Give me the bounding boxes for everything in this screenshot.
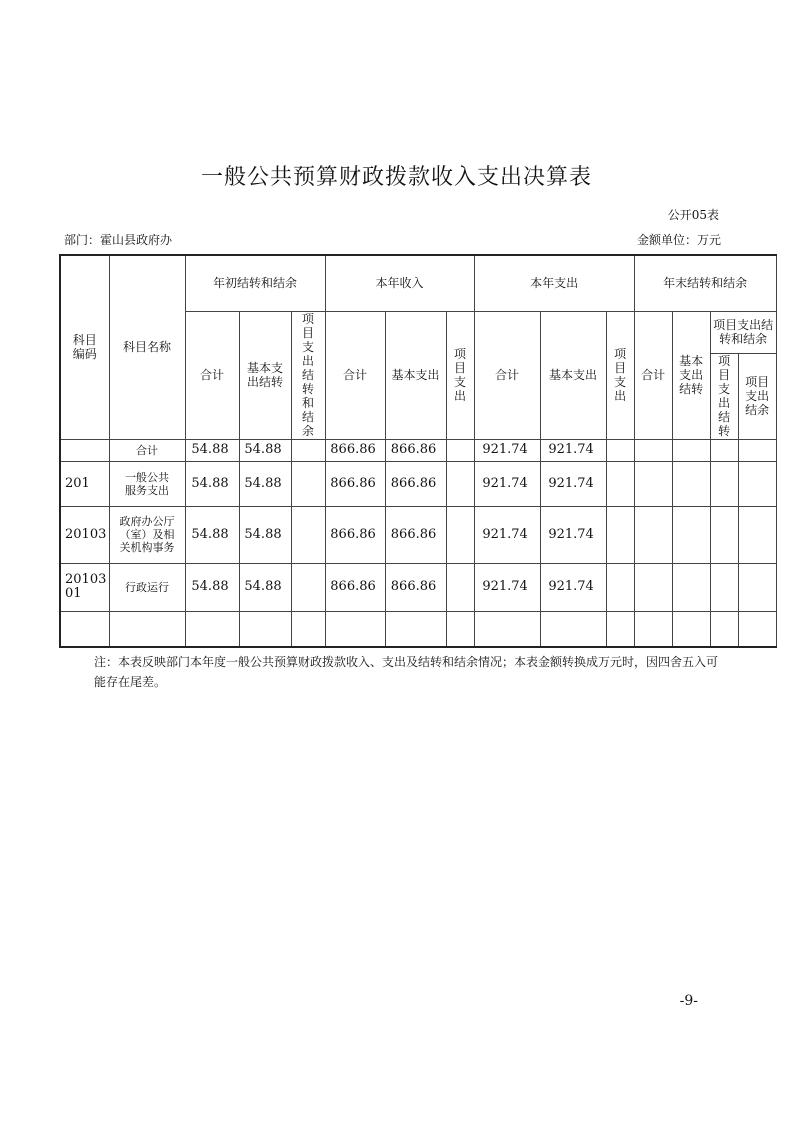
table-row: 2010301 行政运行 54.88 54.88 866.86 866.86 921.74 921.74 bbox=[60, 563, 776, 611]
page-number: -9- bbox=[679, 993, 698, 1009]
header-group-end: 年末结转和结余 bbox=[634, 255, 776, 311]
header-expense-proj: 项目支出 bbox=[606, 311, 634, 439]
header-name: 科目名称 bbox=[109, 255, 185, 439]
budget-table bbox=[59, 254, 777, 648]
table-row-empty bbox=[60, 611, 776, 647]
header-group-expense: 本年支出 bbox=[474, 255, 634, 311]
header-end-basic: 基本支出结转 bbox=[672, 311, 710, 439]
header-group-income: 本年收入 bbox=[325, 255, 474, 311]
header-end-proj-balance: 项目支出结余 bbox=[738, 353, 776, 439]
header-income-proj: 项目支出 bbox=[446, 311, 474, 439]
header-end-proj-carry: 项目支出结转 bbox=[710, 353, 738, 439]
header-expense-basic: 基本支出 bbox=[540, 311, 606, 439]
header-income-total: 合计 bbox=[325, 311, 385, 439]
table-row: 合计 54.88 54.88 866.86 866.86 921.74 921.74 bbox=[60, 439, 776, 461]
header-group-begin: 年初结转和结余 bbox=[185, 255, 325, 311]
department-label: 部门：霍山县政府办 bbox=[64, 233, 173, 247]
header-income-basic: 基本支出 bbox=[385, 311, 446, 439]
header-begin-proj: 项目支出结转和结余 bbox=[291, 311, 325, 439]
table-row: 201 一般公共服务支出 54.88 54.88 866.86 866.86 921.74 921.74 bbox=[60, 461, 776, 506]
header-code: 科目编码 bbox=[60, 255, 109, 439]
header-end-proj-group: 项目支出结转和结余 bbox=[710, 311, 776, 353]
header-begin-total: 合计 bbox=[185, 311, 239, 439]
header-end-total: 合计 bbox=[634, 311, 672, 439]
table-note: 注：本表反映部门本年度一般公共预算财政拨款收入、支出及结转和结余情况；本表金额转换成万元时，因四舍五入可能存在尾差。 bbox=[94, 655, 719, 689]
header-begin-basic: 基本支出结转 bbox=[239, 311, 291, 439]
unit-label: 金额单位：万元 bbox=[636, 233, 721, 247]
header-expense-total: 合计 bbox=[474, 311, 540, 439]
table-tag: 公开05表 bbox=[667, 208, 719, 222]
page-title: 一般公共预算财政拨款收入支出决算表 bbox=[200, 165, 592, 190]
table-row: 20103 政府办公厅（室）及相关机构事务 54.88 54.88 866.86 866.86 921.74 921.74 bbox=[60, 506, 776, 563]
